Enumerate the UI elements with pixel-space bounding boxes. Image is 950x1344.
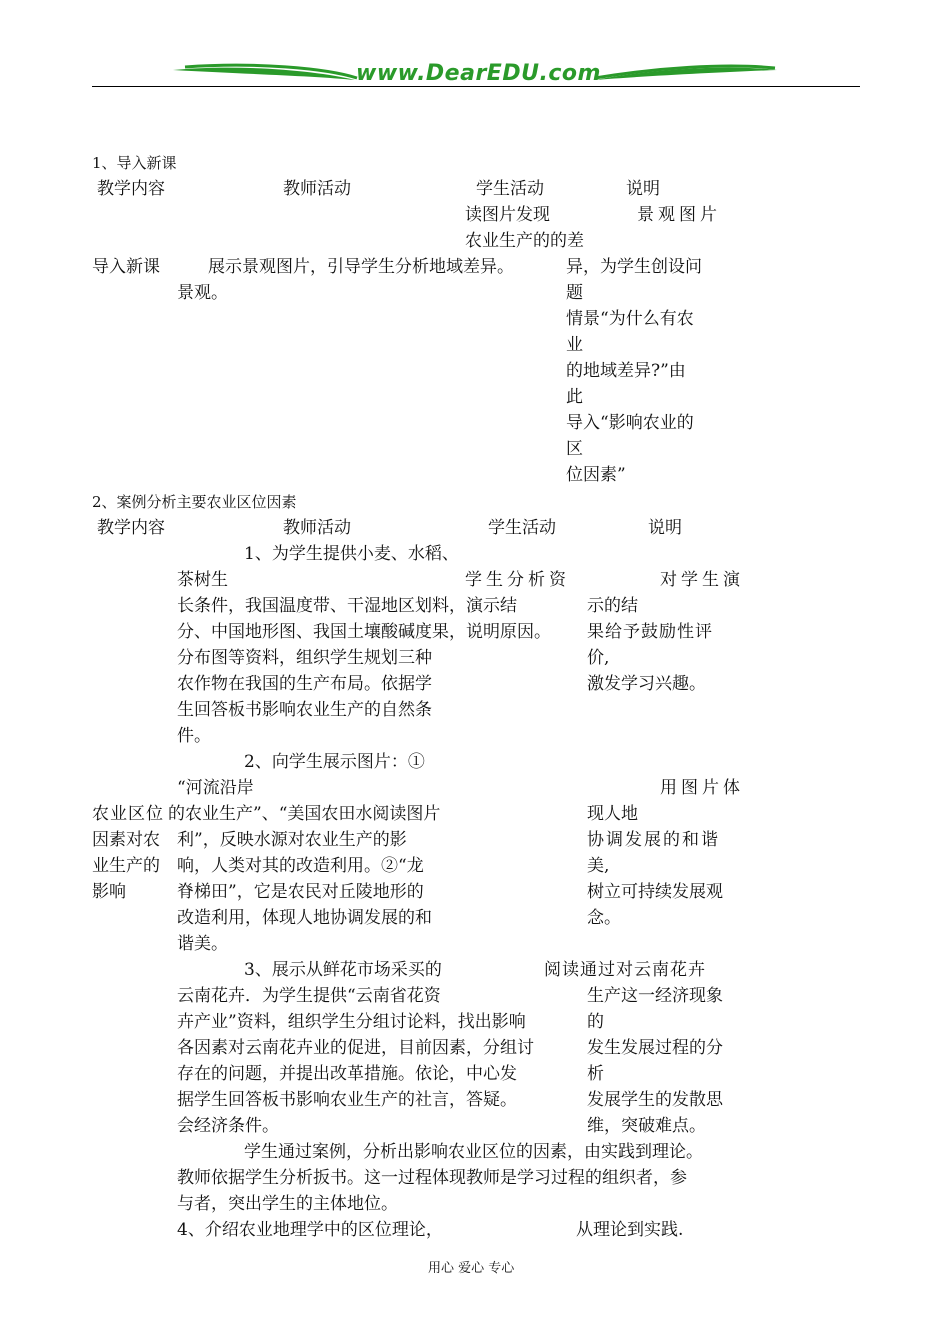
s2-item3-note-line: 发生发展过程的分 (587, 1038, 723, 1058)
s2-item2-teacher-line: 谐美。 (177, 934, 228, 954)
col-header-note: 说明 (626, 179, 660, 199)
s2-item3-note-line: 的 (587, 1012, 604, 1032)
s2-item2-teacher-line: “河流沿岸 (177, 778, 254, 798)
s2-summary-line: 教师依据学生分析扳书。这一过程体现教师是学习过程的组织者，参 (177, 1168, 687, 1188)
s2-item3-teacher-line: 存在的问题，并提出改革措施。依论，中心发 (177, 1064, 517, 1084)
col-header-note: 说明 (648, 518, 682, 538)
s2-item1-note-line: 对学生演 (660, 570, 744, 590)
s2-item2-teacher-line: 的农业生产”、“美国农田水阅读图片 (168, 804, 441, 824)
s1-student-line: 读图片发现 (465, 205, 550, 225)
s2-item1-note-line: 价, (587, 648, 610, 668)
s2-item3-note-line: 维，突破难点。 (587, 1116, 706, 1136)
s2-item2-note-line: 美, (587, 856, 610, 876)
s2-summary-line: 学生通过案例，分析出影响农业区位的因素，由实践到理论。 (244, 1142, 703, 1162)
s2-summary-line: 与者，突出学生的主体地位。 (177, 1194, 398, 1214)
s2-item3-student: 阅读通过对云南花卉 (544, 960, 706, 980)
col-header-content: 教学内容 (97, 179, 165, 199)
col-header-teacher: 教师活动 (283, 518, 351, 538)
s1-student-line: 农业生产的的差 (465, 231, 584, 251)
s2-item2-note-line: 现人地 (587, 804, 638, 824)
s2-item1-student: 学生分析资 (465, 570, 570, 590)
col-header-content: 教学内容 (97, 518, 165, 538)
s2-item3-teacher-line: 卉产业”资料，组织学生分组讨论料，找出影响 (177, 1012, 526, 1032)
s2-item3-note-line: 析 (587, 1064, 604, 1084)
s2-item1-teacher-line: 茶树生 (177, 570, 228, 590)
header-rule (92, 86, 860, 87)
s2-item2-content-line: 业生产的 (92, 856, 160, 876)
s2-item3-teacher-line: 各因素对云南花卉业的促进，目前因素，分组讨 (177, 1038, 534, 1058)
s2-item2-content-line: 因素对农 (92, 830, 160, 850)
s2-item3-teacher-line: 据学生回答板书影响农业生产的社言，答疑。 (177, 1090, 517, 1110)
s1-note-line: 景观图片 (637, 205, 721, 225)
s2-item3-note-line: 发展学生的发散思 (587, 1090, 723, 1110)
s2-item1-teacher-line: 分布图等资料，组织学生规划三种 (177, 648, 432, 668)
page-footer: 用心 爱心 专心 (428, 1261, 515, 1276)
s1-note-line: 位因素” (566, 465, 626, 485)
s2-item2-note-line: 树立可持续发展观 (587, 882, 723, 902)
s2-item2-teacher-line: 2、向学生展示图片：① (244, 752, 425, 772)
site-logo[interactable]: www.DearEDU.com (356, 61, 601, 86)
s2-item3-teacher-line: 云南花卉．为学生提供“云南省花资 (177, 986, 441, 1006)
s2-item1-note-line: 示的结 (587, 596, 638, 616)
s1-note-line: 的地域差异?”由 (566, 361, 686, 381)
s2-item1-teacher-line: 件。 (177, 726, 211, 746)
s1-note-line: 区 (566, 439, 583, 459)
s2-item1-teacher-line: 农作物在我国的生产布局。依据学 (177, 674, 432, 694)
s2-item2-teacher-line: 响，人类对其的改造利用。②“龙 (177, 856, 424, 876)
s2-item1-teacher-line: 分、中国地形图、我国土壤酸碱度果，说明原因。 (177, 622, 551, 642)
col-header-student: 学生活动 (476, 179, 544, 199)
s2-item2-teacher-line: 利”，反映水源对农业生产的影 (177, 830, 407, 850)
col-header-student: 学生活动 (488, 518, 556, 538)
s2-item2-content-line: 农业区位 (92, 804, 164, 824)
s1-note-line: 导入“影响农业的 (566, 413, 694, 433)
s2-item3-note-line: 生产这一经济现象 (587, 986, 723, 1006)
s2-item1-teacher-line: 长条件，我国温度带、干湿地区划料，演示结 (177, 596, 517, 616)
s2-item1-teacher-line: 1、为学生提供小麦、水稻、 (244, 544, 459, 564)
col-header-teacher: 教师活动 (283, 179, 351, 199)
s2-item3-teacher-line: 3、展示从鲜花市场采买的 (244, 960, 442, 980)
section1-heading: 1、导入新课 (92, 154, 177, 172)
s2-item4-teacher: 4、介绍农业地理学中的区位理论， (177, 1220, 443, 1240)
s1-student-line: 异，为学生创设问 (566, 257, 702, 277)
section2-heading: 2、案例分析主要农业区位因素 (92, 493, 297, 511)
s2-item2-note-line: 协调发展的和谐 (587, 830, 720, 850)
s2-item1-teacher-line: 生回答板书影响农业生产的自然条 (177, 700, 432, 720)
s2-item2-note-line: 念。 (587, 908, 621, 928)
s1-teacher-line: 展示景观图片，引导学生分析地域差异。 (208, 257, 514, 277)
s1-note-line: 题 (566, 283, 583, 303)
s2-item2-note-line: 用图片体 (660, 778, 744, 798)
s2-item4-student: 从理论到实践. (576, 1220, 684, 1240)
s1-note-line: 情景“为什么有农 (566, 309, 694, 329)
s1-note-line: 此 (566, 387, 583, 407)
s1-note-line: 业 (566, 335, 583, 355)
s2-item2-teacher-line: 脊梯田”，它是农民对丘陵地形的 (177, 882, 424, 902)
s2-item1-note-line: 激发学习兴趣。 (587, 674, 706, 694)
s2-item2-content-line: 影响 (92, 882, 126, 902)
s1-content-cell: 导入新课 (92, 257, 160, 277)
s2-item1-note-line: 果给予鼓励性评 (587, 622, 713, 642)
s2-item3-teacher-line: 会经济条件。 (177, 1116, 279, 1136)
s2-item2-teacher-line: 改造利用，体现人地协调发展的和 (177, 908, 432, 928)
s1-teacher-line: 景观。 (177, 283, 228, 303)
